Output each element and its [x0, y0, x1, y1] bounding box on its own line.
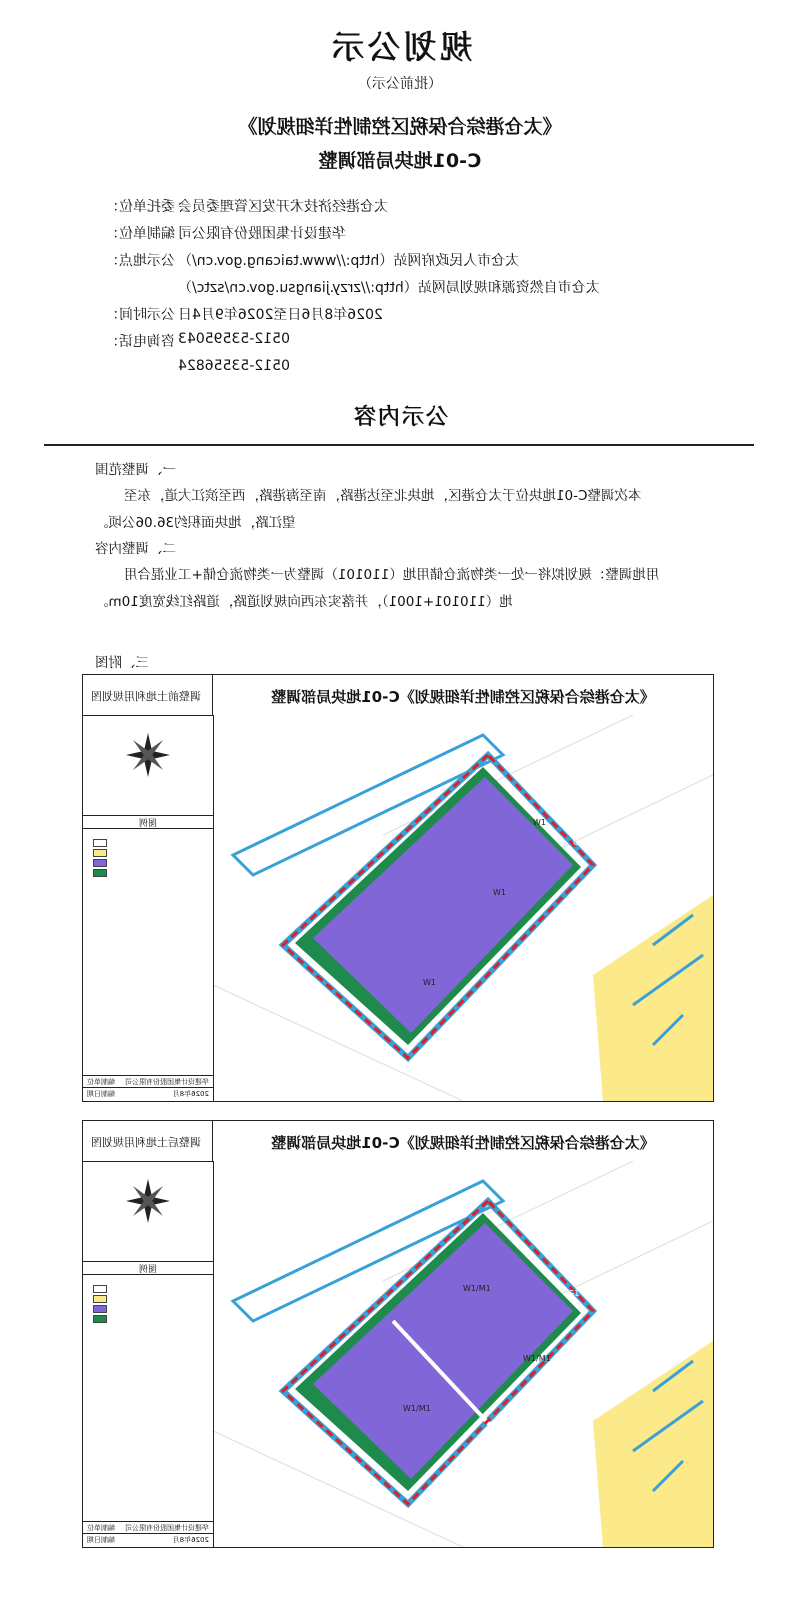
map-canvas [213, 715, 713, 1101]
footer-label: 编制单位 [87, 1524, 115, 1532]
section-3-heading: 三、附图 [95, 655, 149, 671]
north-arrow-icon [83, 715, 213, 795]
green-label: G1 [568, 1289, 580, 1298]
section-2-line-1: 用地调整：规划拟将一处一类物流仓储用地（110101）调整为一类物流仓储+工业混合用 [124, 567, 660, 583]
map-sidebar [83, 1161, 214, 1547]
legend-swatch [93, 1295, 107, 1303]
panel-side-title: 调整后土地利用规划图 [91, 1136, 201, 1149]
legend-swatch [93, 869, 107, 877]
footer-value: 2026年8月 [172, 1536, 209, 1544]
info-value: 0512-53595043 [178, 331, 290, 347]
land-use-map [213, 715, 713, 1101]
legend-item [93, 1285, 110, 1293]
doc-title-line2: C-01地块局部调整 [318, 150, 482, 172]
panel-header [83, 1121, 713, 1162]
legend-title: 图例 [83, 1261, 213, 1275]
parcel-label: W1 [493, 888, 506, 897]
page-title: 规划公示 [328, 28, 473, 66]
info-value: 华建设计集团股份有限公司 [178, 226, 346, 242]
footer-label: 编制单位 [87, 1078, 115, 1086]
info-label: 编制单位： [105, 226, 175, 242]
divider [44, 444, 754, 446]
legend-item [93, 849, 110, 857]
legend-swatch [93, 1315, 107, 1323]
section-1-line-1: 本次调整C-01地块位于太仓港区，地块北至达港路，南至海港路，西至滨江大道，东至 [124, 488, 642, 504]
doc-title-line1: 《太仓港综合保税区控制性详细规划》 [238, 116, 562, 138]
legend-swatch [93, 1305, 107, 1313]
green-label: G1 [573, 838, 585, 847]
section-1-heading: 一、调整范围 [95, 462, 176, 478]
section-1-line-2: 望江路，地块面积约36.06公顷。 [95, 515, 296, 531]
parcel-label: W1/M1 [523, 1354, 551, 1363]
panel-title: 《太仓港综合保税区控制性详细规划》C-01地块局部调整 [271, 1134, 655, 1152]
info-value: 2026年8月6日至2026年9月4日 [178, 307, 383, 323]
info-value: 0512-53556824 [178, 358, 290, 374]
panel-side-title: 调整前土地利用规划图 [91, 690, 201, 703]
green-label: G1 [538, 1394, 550, 1403]
info-label: 委托单位： [105, 199, 175, 215]
info-label: 公示时间： [105, 307, 175, 323]
section-2-heading: 二、调整内容 [95, 541, 176, 557]
land-use-map [213, 1161, 713, 1547]
green-label: G1 [543, 948, 555, 957]
footer-value: 华建设计集团股份有限公司 [125, 1078, 209, 1086]
info-value: 太仓市自然资源和规划局网站（http://zrzy.jiangsu.gov.cn/sztc/） [178, 280, 600, 296]
info-label: 公示地点： [105, 253, 175, 269]
legend-item [93, 1295, 110, 1303]
parcel-label: W1 [423, 978, 436, 987]
legend-item [93, 1305, 110, 1313]
footer-label: 编制日期 [87, 1090, 115, 1098]
info-label: 咨询电话： [105, 334, 175, 350]
info-value: 太仓港经济技术开发区管理委员会 [178, 199, 388, 215]
footer-label: 编制日期 [87, 1536, 115, 1544]
legend-item [93, 839, 110, 847]
legend-item [93, 1315, 110, 1323]
panel-title: 《太仓港综合保税区控制性详细规划》C-01地块局部调整 [271, 688, 655, 706]
header-divider [212, 675, 213, 715]
parcel-label: W1/M1 [463, 1284, 491, 1293]
legend-swatch [93, 859, 107, 867]
header-divider [212, 1121, 213, 1161]
legend-item [93, 859, 110, 867]
footer-row [83, 1087, 213, 1100]
legend-title: 图例 [83, 815, 213, 829]
legend-swatch [93, 849, 107, 857]
content-heading: 公示内容 [352, 405, 449, 430]
panel-header [83, 675, 713, 716]
north-arrow-icon [83, 1161, 213, 1241]
legend-swatch [93, 839, 107, 847]
map-panel-after [82, 1120, 714, 1548]
legend-swatch [93, 1285, 107, 1293]
map-canvas [213, 1161, 713, 1547]
footer-value: 2026年8月 [172, 1090, 209, 1098]
footer-row [83, 1533, 213, 1546]
section-2-line-2: 地（110101+1001），并落实东西向规划道路，道路红线宽度10m。 [95, 594, 513, 610]
legend-item [93, 869, 110, 877]
parcel-label: W1/M1 [403, 1404, 431, 1413]
info-value: 太仓市人民政府网站（http://www.taicang.gov.cn/） [178, 253, 520, 269]
page-subtitle: （批前公示） [358, 76, 442, 92]
map-sidebar [83, 715, 214, 1101]
parcel-label: W1 [533, 818, 546, 827]
map-panel-before [82, 674, 714, 1102]
footer-value: 华建设计集团股份有限公司 [125, 1524, 209, 1532]
